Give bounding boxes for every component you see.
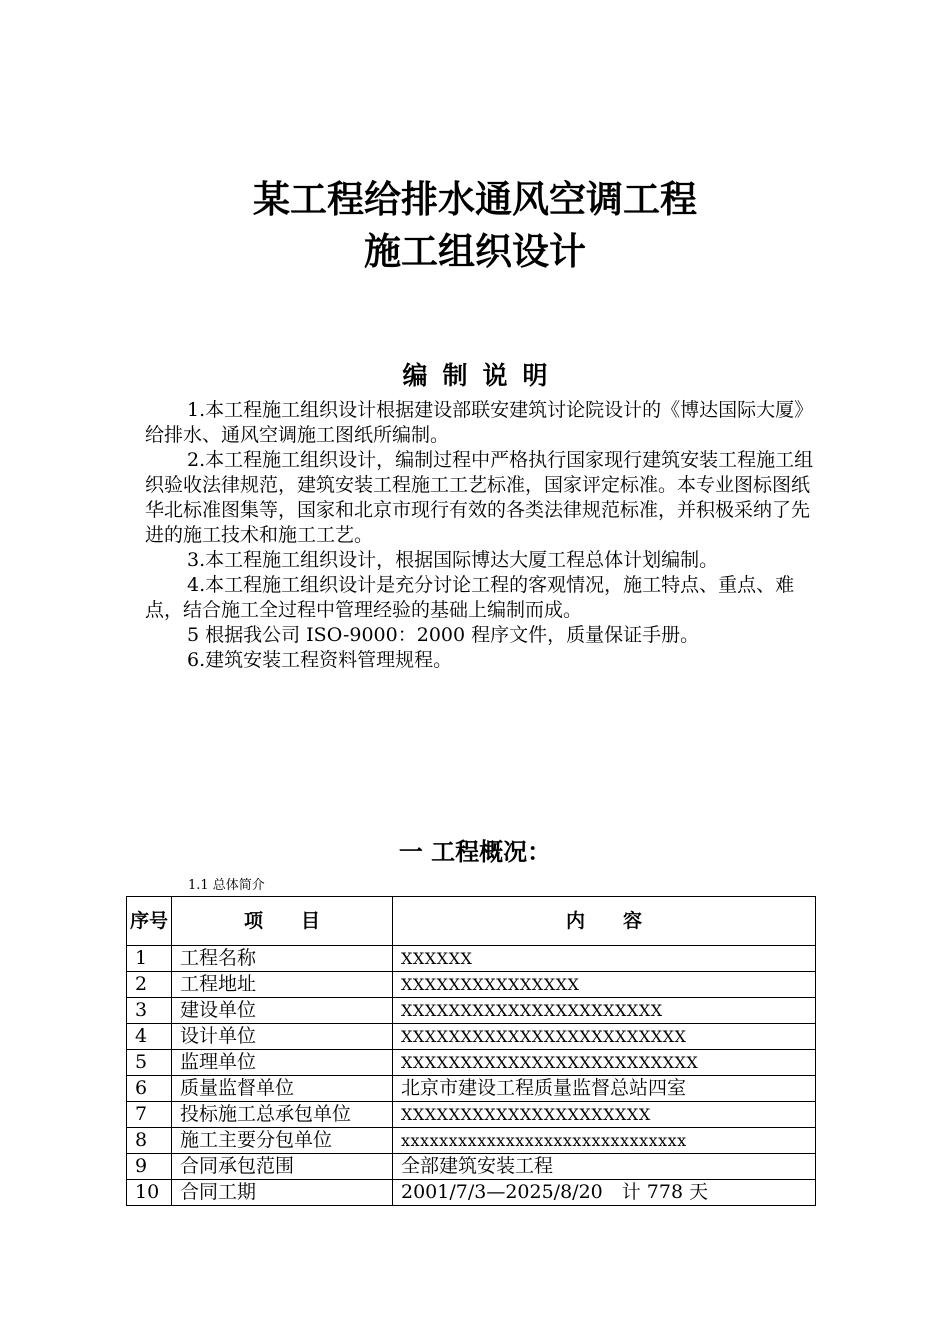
- row-item: 合同工期: [172, 1180, 393, 1206]
- table-row: [127, 998, 816, 1024]
- row-content: 北京市建设工程质量监督总站四室: [393, 1076, 816, 1102]
- note-paragraph: 2.本工程施工组织设计，编制过程中严格执行国家现行建筑安装工程施工组织验收法律规范，建筑安装工程施工工艺标准，国家评定标准。本专业图标图纸华北标准图集等，国家和北京市现行有效的各类法律规范标准，并积极采纳了先进的施工技术和施工工艺。: [145, 449, 814, 546]
- note-paragraph: 4.本工程施工组织设计是充分讨论工程的客观情况，施工特点、重点、难点，结合施工全过程中管理经验的基础上编制而成。: [145, 574, 795, 621]
- table-row: [127, 1050, 816, 1076]
- table-row: [127, 1102, 816, 1128]
- row-content: 全部建筑安装工程: [393, 1154, 816, 1180]
- row-index: 8: [127, 1128, 172, 1154]
- row-content: XXXXXXXXXXXXXXXXXXXXX: [393, 1102, 816, 1128]
- row-index: 9: [127, 1154, 172, 1180]
- row-item: 监理单位: [172, 1050, 393, 1076]
- project-overview-table: [126, 896, 816, 1206]
- row-index: 6: [127, 1076, 172, 1102]
- note-paragraph: 5 根据我公司 ISO-9000：2000 程序文件，质量保证手册。: [187, 624, 700, 646]
- row-index: 4: [127, 1024, 172, 1050]
- notes-body: [145, 398, 825, 673]
- row-index: 1: [127, 946, 172, 972]
- header-item: 项 目: [172, 897, 393, 946]
- notes-heading: 编制说明: [402, 361, 563, 390]
- table-row: [127, 972, 816, 998]
- header-content: 内 容: [393, 897, 816, 946]
- row-content: XXXXXX: [393, 946, 816, 972]
- row-index: 3: [127, 998, 172, 1024]
- table-row: [127, 1024, 816, 1050]
- note-paragraph: 1.本工程施工组织设计根据建设部联安建筑讨论院设计的《博达国际大厦》给排水、通风空调施工图纸所编制。: [145, 399, 814, 446]
- table-caption: 1.1 总体简介: [188, 878, 265, 893]
- row-item: 工程名称: [172, 946, 393, 972]
- row-content: XXXXXXXXXXXXXXXXXXXXXX: [393, 998, 816, 1024]
- row-index: 5: [127, 1050, 172, 1076]
- note-paragraph: 6.建筑安装工程资料管理规程。: [187, 649, 453, 671]
- row-content: XXXXXXXXXXXXXXXXXXXXXXXXX: [393, 1050, 816, 1076]
- row-index: 10: [127, 1180, 172, 1206]
- row-index: 7: [127, 1102, 172, 1128]
- row-item: 建设单位: [172, 998, 393, 1024]
- row-content: XXXXXXXXXXXXXXXXXXXXXXXX: [393, 1024, 816, 1050]
- row-item: 施工主要分包单位: [172, 1128, 393, 1154]
- document-title-line2: 施工组织设计: [364, 230, 586, 273]
- table-row: [127, 1076, 816, 1102]
- row-content: 2001/7/3—2025/8/20 计 778 天: [393, 1180, 816, 1206]
- document-title-line1: 某工程给排水通风空调工程: [253, 178, 697, 221]
- header-index: 序号: [127, 897, 172, 946]
- row-item: 设计单位: [172, 1024, 393, 1050]
- row-index: 2: [127, 972, 172, 998]
- row-content: xxxxxxxxxxxxxxxxxxxxxxxxxxxxxx: [393, 1128, 816, 1154]
- row-item: 质量监督单位: [172, 1076, 393, 1102]
- section-title: 一 工程概况：: [398, 838, 552, 866]
- table-row: [127, 946, 816, 972]
- table-row: [127, 1154, 816, 1180]
- row-item: 投标施工总承包单位: [172, 1102, 393, 1128]
- note-paragraph: 3.本工程施工组织设计，根据国际博达大厦工程总体计划编制。: [187, 549, 719, 571]
- table-row: [127, 1180, 816, 1206]
- row-item: 合同承包范围: [172, 1154, 393, 1180]
- row-item: 工程地址: [172, 972, 393, 998]
- table-row: [127, 1128, 816, 1154]
- table-header-row: [127, 897, 816, 946]
- row-content: XXXXXXXXXXXXXXX: [393, 972, 816, 998]
